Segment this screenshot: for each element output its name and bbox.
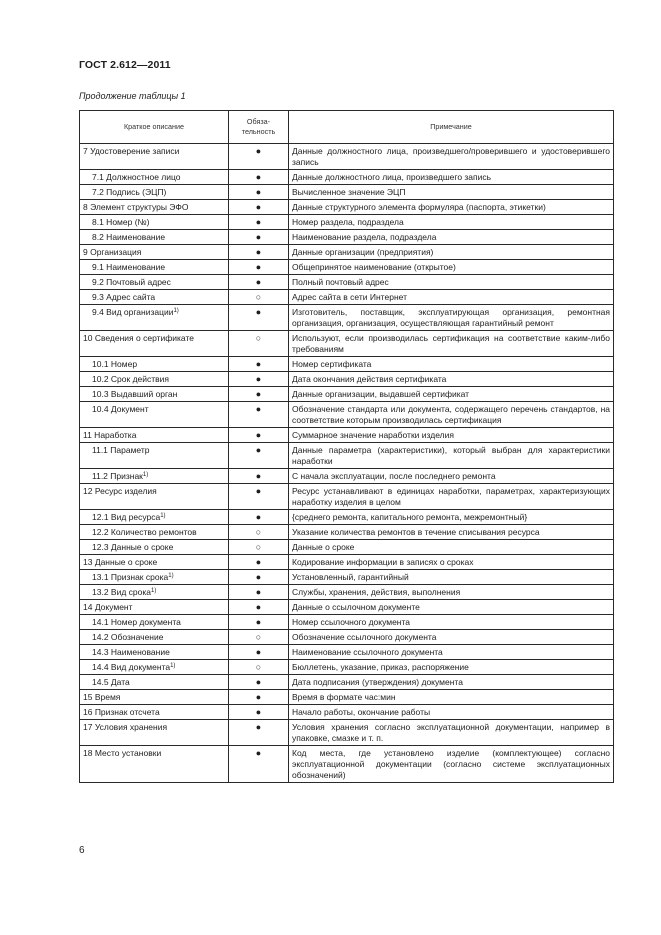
row-description [80, 275, 229, 290]
row-note: Общепринятое наименование (открытое) [289, 260, 614, 275]
table-row [80, 469, 614, 484]
mandatory-filled-icon: ● [229, 215, 289, 230]
row-description-text: 9 Организация [83, 247, 142, 257]
table-row [80, 630, 614, 645]
requirements-table [79, 110, 614, 783]
row-description-text: 14.2 Обозначение [92, 632, 164, 642]
table-row [80, 387, 614, 402]
mandatory-filled-icon: ● [229, 443, 289, 469]
row-description [80, 331, 229, 357]
row-description [80, 675, 229, 690]
row-description-text: 14.3 Наименование [92, 647, 170, 657]
row-description [80, 705, 229, 720]
optional-hollow-icon: ○ [229, 290, 289, 305]
row-description [80, 645, 229, 660]
row-description-text: 16 Признак отсчета [83, 707, 160, 717]
footnote-mark: 1) [168, 573, 174, 579]
row-note: {среднего ремонта, капитального ремонта, межремонтный} [289, 510, 614, 525]
table-row [80, 690, 614, 705]
row-note: Указание количества ремонтов в течение списывания ресурса [289, 525, 614, 540]
row-note: Обозначение стандарта или документа, содержащего перечень стандартов, на соответствие которым производилась сертификация [289, 402, 614, 428]
row-description-text: 11.1 Параметр [92, 445, 150, 455]
mandatory-filled-icon: ● [229, 555, 289, 570]
table-row [80, 540, 614, 555]
table-row [80, 260, 614, 275]
row-description-text: 14 Документ [83, 602, 133, 612]
table-caption: Продолжение таблицы 1 [79, 91, 186, 101]
mandatory-filled-icon: ● [229, 705, 289, 720]
row-note: Обозначение ссылочного документа [289, 630, 614, 645]
row-note: Установленный, гарантийный [289, 570, 614, 585]
mandatory-filled-icon: ● [229, 428, 289, 443]
row-note: Наименование раздела, подраздела [289, 230, 614, 245]
mandatory-filled-icon: ● [229, 357, 289, 372]
row-description [80, 746, 229, 783]
row-description [80, 510, 229, 525]
row-description [80, 387, 229, 402]
table-row [80, 331, 614, 357]
row-note: Вычисленное значение ЭЦП [289, 185, 614, 200]
mandatory-filled-icon: ● [229, 230, 289, 245]
row-description-text: 10.1 Номер [92, 359, 138, 369]
row-note: Данные о ссылочном документе [289, 600, 614, 615]
row-note: Используют, если производилась сертификация на соответствие каким-либо требованиям [289, 331, 614, 357]
row-description [80, 305, 229, 331]
table-row [80, 200, 614, 215]
row-description-text: 13.2 Вид срока [92, 587, 151, 597]
row-description [80, 585, 229, 600]
row-description [80, 428, 229, 443]
row-description-text: 13 Данные о сроке [83, 557, 158, 567]
row-description-text: 15 Время [83, 692, 121, 702]
optional-hollow-icon: ○ [229, 331, 289, 357]
mandatory-filled-icon: ● [229, 615, 289, 630]
mandatory-filled-icon: ● [229, 402, 289, 428]
row-note: Данные организации (предприятия) [289, 245, 614, 260]
row-description [80, 469, 229, 484]
row-note: Ресурс устанавливают в единицах наработки, параметрах, характеризующих наработку изделия в целом [289, 484, 614, 510]
row-description [80, 570, 229, 585]
column-header-description: Краткое описание [80, 111, 229, 144]
table-row [80, 443, 614, 469]
optional-hollow-icon: ○ [229, 525, 289, 540]
row-description-text: 11.2 Признак [92, 471, 143, 481]
table-row [80, 185, 614, 200]
row-description [80, 170, 229, 185]
document-code: ГОСТ 2.612—2011 [79, 59, 171, 71]
row-description [80, 690, 229, 705]
table-row [80, 245, 614, 260]
row-description-text: 12.3 Данные о сроке [92, 542, 174, 552]
table-row [80, 720, 614, 746]
table-row [80, 660, 614, 675]
row-description-text: 10 Сведения о сертификате [83, 333, 194, 343]
row-description-text: 10.4 Документ [92, 404, 149, 414]
row-note: Данные о сроке [289, 540, 614, 555]
row-description-text: 17 Условия хранения [83, 722, 168, 732]
mandatory-filled-icon: ● [229, 387, 289, 402]
row-note: Наименование ссылочного документа [289, 645, 614, 660]
row-description-text: 7.2 Подпись (ЭЦП) [92, 187, 167, 197]
mandatory-filled-icon: ● [229, 746, 289, 783]
row-note: С начала эксплуатации, после последнего ремонта [289, 469, 614, 484]
table-row [80, 357, 614, 372]
row-description-text: 9.1 Наименование [92, 262, 166, 272]
table-row [80, 372, 614, 387]
table-row [80, 645, 614, 660]
row-description-text: 9.2 Почтовый адрес [92, 277, 171, 287]
row-description [80, 144, 229, 170]
footnote-mark: 1) [142, 472, 149, 478]
row-description [80, 260, 229, 275]
table-row [80, 275, 614, 290]
table-row [80, 570, 614, 585]
table-row [80, 484, 614, 510]
optional-hollow-icon: ○ [229, 630, 289, 645]
row-description [80, 372, 229, 387]
row-description-text: 18 Место установки [83, 748, 162, 758]
optional-hollow-icon: ○ [229, 660, 289, 675]
mandatory-filled-icon: ● [229, 585, 289, 600]
table-row [80, 555, 614, 570]
table-row [80, 675, 614, 690]
footnote-mark: 1) [170, 663, 176, 669]
row-note: Данные должностного лица, произведшего/проверившего и удостоверившего запись [289, 144, 614, 170]
row-note: Бюллетень, указание, приказ, распоряжение [289, 660, 614, 675]
row-description [80, 402, 229, 428]
mandatory-filled-icon: ● [229, 510, 289, 525]
mandatory-filled-icon: ● [229, 185, 289, 200]
column-header-mandatory: Обяза-тельность [229, 111, 289, 144]
row-note: Кодирование информации в записях о сроках [289, 555, 614, 570]
row-description [80, 200, 229, 215]
table-row [80, 525, 614, 540]
row-note: Начало работы, окончание работы [289, 705, 614, 720]
mandatory-filled-icon: ● [229, 372, 289, 387]
mandatory-filled-icon: ● [229, 275, 289, 290]
row-description-text: 7 Удостоверение записи [83, 146, 180, 156]
row-description [80, 525, 229, 540]
row-description-text: 10.2 Срок действия [92, 374, 170, 384]
row-description [80, 245, 229, 260]
row-note: Данные структурного элемента формуляра (паспорта, этикетки) [289, 200, 614, 215]
row-note: Номер сертификата [289, 357, 614, 372]
row-note: Данные должностного лица, произведшего запись [289, 170, 614, 185]
row-description [80, 600, 229, 615]
table-row [80, 230, 614, 245]
page-number: 6 [79, 845, 85, 856]
footnote-mark: 1) [150, 588, 157, 594]
table-row [80, 215, 614, 230]
row-description-text: 10.3 Выдавший орган [92, 389, 178, 399]
mandatory-filled-icon: ● [229, 675, 289, 690]
row-description-text: 8.1 Номер (№) [92, 217, 150, 227]
table-row [80, 510, 614, 525]
optional-hollow-icon: ○ [229, 540, 289, 555]
row-note: Полный почтовый адрес [289, 275, 614, 290]
row-note: Код места, где установлено изделие (комплектующее) согласно эксплуатационной документации (согласно системе эксплуатационных обозначений) [289, 746, 614, 783]
row-description-text: 12.1 Вид ресурса [92, 512, 161, 522]
row-description-text: 9.3 Адрес сайта [92, 292, 156, 302]
row-description-text: 12.2 Количество ремонтов [92, 527, 197, 537]
mandatory-filled-icon: ● [229, 305, 289, 331]
row-description-text: 11 Наработка [83, 430, 137, 440]
mandatory-filled-icon: ● [229, 645, 289, 660]
footnote-mark: 1) [173, 308, 179, 314]
mandatory-filled-icon: ● [229, 720, 289, 746]
mandatory-filled-icon: ● [229, 600, 289, 615]
column-header-note: Примечание [289, 111, 614, 144]
row-note: Дата окончания действия сертификата [289, 372, 614, 387]
row-description-text: 12 Ресурс изделия [83, 486, 157, 496]
row-note: Данные параметра (характеристики), который выбран для характеристики наработки [289, 443, 614, 469]
table-row [80, 402, 614, 428]
row-description-text: 8.2 Наименование [92, 232, 166, 242]
row-note: Номер раздела, подраздела [289, 215, 614, 230]
row-note: Изготовитель, поставщик, эксплуатирующая организация, ремонтная организация, организация, осуществляющая гарантийный ремонт [289, 305, 614, 331]
mandatory-filled-icon: ● [229, 484, 289, 510]
row-description [80, 484, 229, 510]
table-row [80, 305, 614, 331]
row-note: Службы, хранения, действия, выполнения [289, 585, 614, 600]
row-note: Дата подписания (утверждения) документа [289, 675, 614, 690]
table-row [80, 615, 614, 630]
mandatory-filled-icon: ● [229, 690, 289, 705]
row-description [80, 615, 229, 630]
row-note: Адрес сайта в сети Интернет [289, 290, 614, 305]
footnote-mark: 1) [160, 513, 166, 519]
mandatory-filled-icon: ● [229, 260, 289, 275]
row-description [80, 720, 229, 746]
row-description-text: 14.1 Номер документа [92, 617, 181, 627]
row-note: Время в формате час:мин [289, 690, 614, 705]
table-row [80, 144, 614, 170]
row-description [80, 660, 229, 675]
row-description [80, 540, 229, 555]
table-row [80, 428, 614, 443]
row-note: Суммарное значение наработки изделия [289, 428, 614, 443]
row-description-text: 9.4 Вид организации [92, 307, 174, 317]
row-description-text: 14.5 Дата [92, 677, 130, 687]
row-description [80, 185, 229, 200]
mandatory-filled-icon: ● [229, 170, 289, 185]
row-description [80, 555, 229, 570]
row-description-text: 8 Элемент структуры ЭФО [83, 202, 189, 212]
mandatory-filled-icon: ● [229, 469, 289, 484]
row-description [80, 443, 229, 469]
row-description [80, 630, 229, 645]
mandatory-filled-icon: ● [229, 245, 289, 260]
table-header-row [80, 111, 614, 144]
row-note: Данные организации, выдавшей сертификат [289, 387, 614, 402]
mandatory-filled-icon: ● [229, 200, 289, 215]
row-description-text: 14.4 Вид документа [92, 662, 171, 672]
mandatory-filled-icon: ● [229, 570, 289, 585]
row-note: Условия хранения согласно эксплуатационной документации, например в упаковке, смазке и т. п. [289, 720, 614, 746]
row-description-text: 13.1 Признак срока [92, 572, 169, 582]
table-row [80, 746, 614, 783]
mandatory-filled-icon: ● [229, 144, 289, 170]
row-description [80, 357, 229, 372]
table-row [80, 585, 614, 600]
row-note: Номер ссылочного документа [289, 615, 614, 630]
table-row [80, 290, 614, 305]
table-row [80, 600, 614, 615]
row-description [80, 230, 229, 245]
row-description-text: 7.1 Должностное лицо [92, 172, 181, 182]
table-row [80, 705, 614, 720]
row-description [80, 215, 229, 230]
row-description [80, 290, 229, 305]
table-row [80, 170, 614, 185]
